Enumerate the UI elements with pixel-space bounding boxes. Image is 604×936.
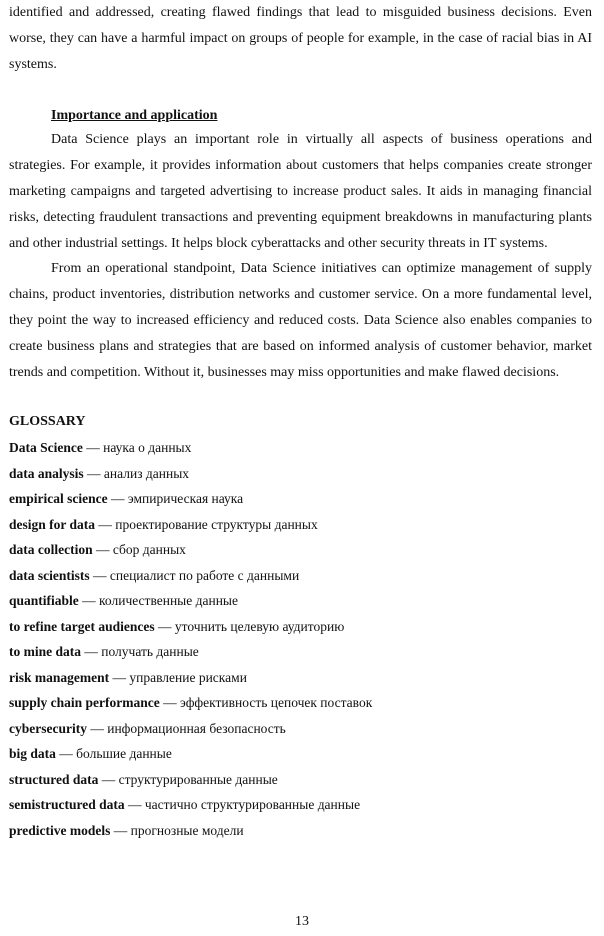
glossary-item bbox=[9, 716, 592, 742]
glossary-item bbox=[9, 563, 592, 589]
document-page bbox=[9, 0, 592, 843]
glossary-translation: — наука о данных bbox=[82, 440, 192, 456]
intro-paragraph: identified and addressed, creating flawed findings that lead to misguided business decisions. Even worse, they can have a harmful impact on groups of people for example, in the case of racial bias in AI systems. bbox=[9, 5, 592, 72]
glossary-term: predictive models bbox=[9, 822, 111, 838]
glossary-translation: — управление рисками bbox=[109, 669, 247, 685]
glossary-term: data analysis bbox=[9, 465, 84, 481]
glossary-item bbox=[9, 614, 592, 640]
glossary-item bbox=[9, 792, 592, 818]
glossary-translation: — уточнить целевую аудиторию bbox=[154, 618, 345, 634]
glossary-term: quantifiable bbox=[9, 593, 79, 609]
glossary-title: GLOSSARY bbox=[9, 414, 86, 430]
glossary-translation: — количественные данные bbox=[78, 593, 238, 609]
glossary-translation: — получать данные bbox=[81, 644, 199, 660]
glossary-translation: — частично структурированные данные bbox=[124, 797, 361, 813]
glossary-translation: — прогнозные модели bbox=[110, 822, 244, 838]
glossary-term: data scientists bbox=[9, 567, 90, 583]
glossary-item bbox=[9, 741, 592, 767]
body-paragraph-2: From an operational standpoint, Data Science initiatives can optimize management of supply chains, product inventories, distribution networks and customer service. On a more fundamental level, they point the way to increased efficiency and reduced costs. Data Science also enables companies to create business plans and strategies that are based on informed analysis of customer behavior, market trends and competition. Without it, businesses may miss opportunities and make flawed decisions. bbox=[9, 261, 592, 380]
glossary-term: supply chain performance bbox=[9, 695, 160, 711]
glossary-translation: — структурированные данные bbox=[98, 771, 278, 787]
page-number: 13 bbox=[295, 914, 309, 929]
glossary-term: to refine target audiences bbox=[9, 618, 155, 634]
glossary-translation: — сбор данных bbox=[92, 542, 186, 558]
glossary-item bbox=[9, 435, 592, 461]
glossary-term: to mine data bbox=[9, 644, 81, 660]
glossary-term: risk management bbox=[9, 669, 110, 685]
glossary-term: semistructured data bbox=[9, 797, 125, 813]
body-paragraph-1: Data Science plays an important role in virtually all aspects of business operations and strategies. For example, it provides information about customers that helps companies create stronger marketing campaigns and targeted advertising to increase product sales. It aids in managing financial risks, detecting fraudulent transactions and preventing equipment breakdowns in manufacturing plants and other industrial settings. It helps block cyberattacks and other security threats in IT systems. bbox=[9, 132, 592, 251]
glossary-term: cybersecurity bbox=[9, 720, 87, 736]
glossary-term: structured data bbox=[9, 771, 99, 787]
glossary-item bbox=[9, 537, 592, 563]
glossary-item bbox=[9, 486, 592, 512]
glossary-term: design for data bbox=[9, 516, 96, 532]
glossary-list bbox=[9, 435, 592, 843]
glossary-item bbox=[9, 690, 592, 716]
glossary-translation: — эффективность цепочек поставок bbox=[159, 695, 373, 711]
glossary-translation: — проектирование структуры данных bbox=[95, 516, 318, 532]
glossary-translation: — анализ данных bbox=[83, 465, 190, 481]
section-heading: Importance and application bbox=[51, 108, 218, 124]
glossary-term: empirical science bbox=[9, 491, 108, 507]
glossary-item bbox=[9, 461, 592, 487]
glossary-item bbox=[9, 767, 592, 793]
glossary-translation: — большие данные bbox=[55, 746, 172, 762]
glossary-translation: — эмпирическая наука bbox=[107, 491, 244, 507]
glossary-term: data collection bbox=[9, 542, 93, 558]
glossary-term: Data Science bbox=[9, 440, 83, 456]
glossary-translation: — информационная безопасность bbox=[86, 720, 286, 736]
glossary-item bbox=[9, 639, 592, 665]
glossary-item bbox=[9, 818, 592, 844]
glossary-item bbox=[9, 665, 592, 691]
glossary-item bbox=[9, 512, 592, 538]
glossary-item bbox=[9, 588, 592, 614]
glossary-translation: — специалист по работе с данными bbox=[89, 567, 300, 583]
glossary-term: big data bbox=[9, 746, 56, 762]
